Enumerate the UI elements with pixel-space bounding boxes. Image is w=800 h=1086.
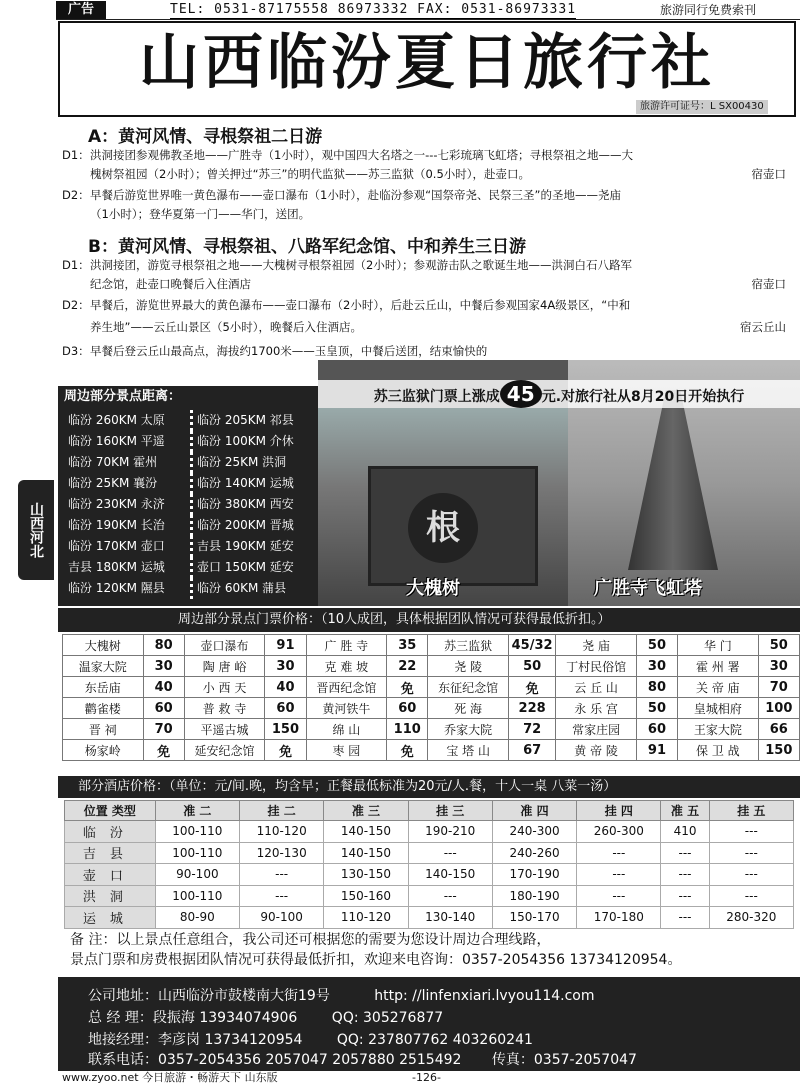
column-header: 准 二 bbox=[155, 801, 239, 821]
hotel-price-title: 部分酒店价格：（单位：元/间.晚，均含早；正餐最低标准为20元/人.餐，十人一桌 八菜一汤） bbox=[58, 776, 800, 798]
table-row bbox=[65, 821, 794, 843]
hotel-price: 140-150 bbox=[408, 864, 492, 886]
root-sign: 根 bbox=[408, 493, 478, 563]
scenic-price-table bbox=[62, 634, 800, 761]
contact-box bbox=[58, 977, 800, 1071]
table-row bbox=[65, 885, 794, 907]
table-row bbox=[63, 635, 800, 656]
hotel-price: 80-90 bbox=[155, 907, 239, 929]
distance-cell: 临汾 120KM 隰县 bbox=[68, 581, 165, 595]
hotel-price: --- bbox=[661, 864, 709, 886]
distance-cell: 临汾 140KM 运城 bbox=[190, 473, 310, 494]
remarks-line: 景点门票和房费根据团队情况可获得最低折扣，欢迎来电咨询：0357-2054356 13734120954。 bbox=[70, 952, 682, 968]
scenic-price: 60 bbox=[636, 719, 677, 740]
scenic-price: 150 bbox=[265, 719, 306, 740]
distance-cell: 临汾 25KM 襄汾 bbox=[68, 476, 158, 490]
hotel-price: 130-140 bbox=[408, 907, 492, 929]
address: 山西临汾市鼓楼南大街19号 bbox=[158, 988, 330, 1004]
license-number: 旅游许可证号：L SX00430 bbox=[636, 100, 768, 114]
hotel-price: --- bbox=[577, 864, 661, 886]
hotel-price: --- bbox=[577, 842, 661, 864]
scenic-price: 50 bbox=[636, 698, 677, 719]
itinerary-line: 早餐后登云丘山最高点，海拔约1700米——玉皇顶，中餐后送团，结束愉快的 bbox=[90, 344, 488, 358]
scenic-name: 永 乐 宫 bbox=[556, 698, 637, 719]
hotel-price: 130-150 bbox=[324, 864, 408, 886]
distance-cell: 临汾 200KM 晋城 bbox=[190, 515, 310, 536]
scenic-price: 60 bbox=[387, 698, 428, 719]
distance-cell: 临汾 380KM 西安 bbox=[190, 494, 310, 515]
scenic-price: 60 bbox=[265, 698, 306, 719]
scenic-price: 60 bbox=[143, 698, 184, 719]
scenic-price: 免 bbox=[508, 677, 555, 698]
free-index-label: 旅游同行免费索刊 bbox=[660, 3, 757, 17]
gm-label: 总 经 理： bbox=[88, 1010, 153, 1026]
column-header: 位置 类型 bbox=[65, 801, 156, 821]
website-link[interactable]: http: //linfenxiari.lvyou114.com bbox=[374, 988, 595, 1004]
scenic-name: 绵 山 bbox=[306, 719, 387, 740]
scenic-name: 云 丘 山 bbox=[556, 677, 637, 698]
hotel-price: --- bbox=[408, 885, 492, 907]
hotel-price: 240-260 bbox=[492, 842, 576, 864]
remarks bbox=[70, 930, 800, 970]
route-a-title: A：黄河风情、寻根祭祖二日游 bbox=[88, 127, 323, 147]
hotel-price: 100-110 bbox=[155, 885, 239, 907]
column-header: 准 五 bbox=[661, 801, 709, 821]
distance-cell: 临汾 190KM 长治 bbox=[68, 518, 165, 532]
hotel-price: 190-210 bbox=[408, 821, 492, 843]
hotel-price: --- bbox=[709, 821, 793, 843]
scenic-name: 温家大院 bbox=[63, 656, 144, 677]
scenic-name: 霍 州 署 bbox=[678, 656, 759, 677]
scenic-price: 50 bbox=[758, 635, 799, 656]
scenic-price: 免 bbox=[143, 740, 184, 761]
hotel-price: --- bbox=[709, 842, 793, 864]
hotel-location: 运城 bbox=[65, 907, 156, 929]
scenic-name: 常家庄园 bbox=[556, 719, 637, 740]
hotel-price: --- bbox=[661, 907, 709, 929]
stay-location: 宿壶口 bbox=[751, 167, 786, 181]
distance-cell: 临汾 60KM 蒲县 bbox=[190, 578, 310, 599]
distance-row bbox=[68, 536, 318, 557]
distance-row bbox=[68, 410, 318, 431]
day-label: D1： bbox=[62, 258, 90, 272]
page-number: -126- bbox=[412, 1071, 441, 1084]
region-tab: 山西河北 bbox=[18, 480, 54, 580]
scenic-price: 45/32 bbox=[508, 635, 555, 656]
scenic-price: 40 bbox=[143, 677, 184, 698]
scenic-price-title: 周边部分景点门票价格：（10人成团，具体根据团队情况可获得最低折扣。） bbox=[58, 608, 800, 632]
scenic-name: 小 西 天 bbox=[184, 677, 265, 698]
scenic-price: 免 bbox=[387, 740, 428, 761]
scenic-name: 关 帝 庙 bbox=[678, 677, 759, 698]
distance-cell: 壶口 150KM 延安 bbox=[190, 557, 310, 578]
hotel-price: 150-160 bbox=[324, 885, 408, 907]
itinerary-line: 槐树祭祖园（2小时）；曾关押过“苏三”的明代监狱——苏三监狱（0.5小时），赴壶口。 bbox=[90, 167, 531, 181]
hotel-price: --- bbox=[239, 864, 323, 886]
scenic-name: 延安纪念馆 bbox=[184, 740, 265, 761]
table-row bbox=[63, 656, 800, 677]
distance-cell: 临汾 230KM 永济 bbox=[68, 497, 165, 511]
table-row bbox=[63, 677, 800, 698]
distance-row bbox=[68, 431, 318, 452]
stay-location: 宿壶口 bbox=[751, 277, 786, 291]
right-photo-caption: 广胜寺飞虹塔 bbox=[594, 578, 702, 599]
hotel-price: 100-110 bbox=[155, 821, 239, 843]
hotel-location: 吉县 bbox=[65, 842, 156, 864]
column-header: 挂 四 bbox=[577, 801, 661, 821]
hotel-price: 170-190 bbox=[492, 864, 576, 886]
hotel-price: 110-120 bbox=[324, 907, 408, 929]
scenic-name: 黄 帝 陵 bbox=[556, 740, 637, 761]
scenic-name: 王家大院 bbox=[678, 719, 759, 740]
hotel-price: --- bbox=[709, 885, 793, 907]
scenic-price: 91 bbox=[636, 740, 677, 761]
scenic-name: 东征纪念馆 bbox=[428, 677, 509, 698]
scenic-price: 30 bbox=[143, 656, 184, 677]
scenic-name: 死 海 bbox=[428, 698, 509, 719]
scenic-price: 72 bbox=[508, 719, 555, 740]
scenic-name: 乔家大院 bbox=[428, 719, 509, 740]
scenic-name: 保 卫 战 bbox=[678, 740, 759, 761]
hotel-location: 临汾 bbox=[65, 821, 156, 843]
scenic-name: 杨家岭 bbox=[63, 740, 144, 761]
table-row bbox=[65, 864, 794, 886]
notice-price: 45 bbox=[500, 380, 542, 408]
table-row bbox=[63, 740, 800, 761]
scenic-name: 尧 庙 bbox=[556, 635, 637, 656]
scenic-price: 30 bbox=[758, 656, 799, 677]
hotel-price: 120-130 bbox=[239, 842, 323, 864]
route-b-title: B：黄河风情、寻根祭祖、八路军纪念馆、中和养生三日游 bbox=[88, 237, 526, 257]
distance-list bbox=[58, 408, 318, 606]
hotel-location: 洪洞 bbox=[65, 885, 156, 907]
distance-cell: 临汾 70KM 霍州 bbox=[68, 455, 158, 469]
distance-cell: 吉县 190KM 延安 bbox=[190, 536, 310, 557]
hotel-price: 90-100 bbox=[155, 864, 239, 886]
hotel-price: --- bbox=[577, 885, 661, 907]
hotel-price: --- bbox=[239, 885, 323, 907]
distance-cell: 临汾 205KM 祁县 bbox=[190, 410, 310, 431]
company-name: 山西临汾夏日旅行社 bbox=[139, 28, 715, 98]
hotel-price: 280-320 bbox=[709, 907, 793, 929]
scenic-price: 66 bbox=[758, 719, 799, 740]
table-row bbox=[65, 842, 794, 864]
route-b-itinerary bbox=[62, 256, 794, 364]
scenic-price: 50 bbox=[636, 635, 677, 656]
local-manager-info: 李彦岗 13734120954 bbox=[158, 1032, 303, 1048]
local-manager-qq: QQ: 237807762 403260241 bbox=[336, 1032, 533, 1048]
hotel-price: 140-150 bbox=[324, 842, 408, 864]
local-manager-label: 地接经理： bbox=[88, 1032, 158, 1048]
phone-label: 联系电话： bbox=[88, 1052, 158, 1068]
scenic-name: 克 难 坡 bbox=[306, 656, 387, 677]
table-row bbox=[63, 698, 800, 719]
hotel-price: 240-300 bbox=[492, 821, 576, 843]
column-header: 挂 三 bbox=[408, 801, 492, 821]
hotel-price: --- bbox=[408, 842, 492, 864]
distance-title: 周边部分景点距离： bbox=[58, 386, 318, 408]
scenic-name: 皇城相府 bbox=[678, 698, 759, 719]
scenic-price: 22 bbox=[387, 656, 428, 677]
hotel-price: 100-110 bbox=[155, 842, 239, 864]
scenic-name: 丁村民俗馆 bbox=[556, 656, 637, 677]
scenic-name: 东岳庙 bbox=[63, 677, 144, 698]
itinerary-line: 纪念馆，赴壶口晚餐后入住酒店 bbox=[90, 277, 251, 291]
hotel-price: 260-300 bbox=[577, 821, 661, 843]
hotel-price: 140-150 bbox=[324, 821, 408, 843]
notice-text: 苏三监狱门票上涨成 bbox=[373, 389, 500, 405]
itinerary-line: 洪洞接团参观佛教圣地——广胜寺（1小时），观中国四大名塔之一---七彩琉璃飞虹塔；寻根祭祖之地——大 bbox=[90, 148, 634, 162]
itinerary-line: 早餐后游览世界唯一黄色瀑布——壶口瀑布（1小时），赴临汾参观“国祭帝尧、民祭三圣”的圣地——尧庙 bbox=[90, 188, 621, 202]
scenic-name: 鹳雀楼 bbox=[63, 698, 144, 719]
hotel-price: 150-170 bbox=[492, 907, 576, 929]
scenic-name: 壶口瀑布 bbox=[184, 635, 265, 656]
scenic-name: 大槐树 bbox=[63, 635, 144, 656]
ad-tag: 广告 bbox=[56, 1, 106, 19]
scenic-price: 67 bbox=[508, 740, 555, 761]
distance-row bbox=[68, 452, 318, 473]
footer bbox=[62, 1070, 800, 1086]
scenic-price: 100 bbox=[758, 698, 799, 719]
distance-cell: 临汾 260KM 太原 bbox=[68, 413, 165, 427]
scenic-price: 40 bbox=[265, 677, 306, 698]
table-row bbox=[65, 907, 794, 929]
hotel-price: --- bbox=[661, 842, 709, 864]
scenic-name: 苏三监狱 bbox=[428, 635, 509, 656]
scenic-price: 150 bbox=[758, 740, 799, 761]
column-header: 准 三 bbox=[324, 801, 408, 821]
footer-site: www.zyoo.net 今日旅游・畅游天下 山东版 bbox=[62, 1071, 278, 1084]
scenic-price: 免 bbox=[265, 740, 306, 761]
hotel-price: 180-190 bbox=[492, 885, 576, 907]
hotel-price: --- bbox=[661, 885, 709, 907]
scenic-name: 华 门 bbox=[678, 635, 759, 656]
fax-number: 传真：0357-2057047 bbox=[491, 1052, 637, 1068]
stay-location: 宿云丘山 bbox=[740, 320, 786, 334]
column-header: 挂 五 bbox=[709, 801, 793, 821]
hotel-price: 90-100 bbox=[239, 907, 323, 929]
column-header: 挂 二 bbox=[239, 801, 323, 821]
day-label: D1： bbox=[62, 148, 90, 162]
distance-row bbox=[68, 515, 318, 536]
scenic-name: 枣 园 bbox=[306, 740, 387, 761]
scenic-price: 80 bbox=[636, 677, 677, 698]
hotel-price-table bbox=[64, 800, 794, 929]
scenic-price: 30 bbox=[636, 656, 677, 677]
address-label: 公司地址： bbox=[88, 988, 158, 1004]
scenic-price: 110 bbox=[387, 719, 428, 740]
distance-cell: 临汾 100KM 介休 bbox=[190, 431, 310, 452]
route-a-itinerary bbox=[62, 146, 794, 230]
scenic-price: 70 bbox=[143, 719, 184, 740]
distance-row bbox=[68, 578, 318, 599]
distance-row bbox=[68, 494, 318, 515]
scenic-price: 70 bbox=[758, 677, 799, 698]
hotel-price: 170-180 bbox=[577, 907, 661, 929]
scenic-name: 普 救 寺 bbox=[184, 698, 265, 719]
hotel-price: --- bbox=[709, 864, 793, 886]
notice-text: 元.对旅行社从8月20日开始执行 bbox=[541, 389, 745, 405]
itinerary-line: 早餐后，游览世界最大的黄色瀑布——壶口瀑布（2小时），后赴云丘山，中餐后参观国家4A级景区，“中和 bbox=[90, 298, 631, 312]
remarks-line: 备 注：以上景点任意组合，我公司还可根据您的需要为您设计周边合理线路， bbox=[70, 932, 551, 948]
scenic-price: 91 bbox=[265, 635, 306, 656]
scenic-name: 晋西纪念馆 bbox=[306, 677, 387, 698]
tel-fax-line: TEL: 0531-87175558 86973332 FAX: 0531-86973331 bbox=[170, 2, 577, 17]
phone-numbers: 0357-2054356 2057047 2057880 2515492 bbox=[158, 1052, 462, 1068]
hotel-price: 410 bbox=[661, 821, 709, 843]
gm-info: 段振海 13934074906 bbox=[152, 1010, 298, 1026]
day-label: D2： bbox=[62, 298, 90, 312]
left-photo-caption: 大槐树 bbox=[406, 578, 460, 599]
scenic-price: 免 bbox=[387, 677, 428, 698]
scenic-price: 30 bbox=[265, 656, 306, 677]
scenic-price: 228 bbox=[508, 698, 555, 719]
distance-cell: 临汾 170KM 壶口 bbox=[68, 539, 165, 553]
scenic-price: 35 bbox=[387, 635, 428, 656]
ticket-price-notice bbox=[318, 380, 800, 408]
itinerary-line: 养生地”——云丘山景区（5小时），晚餐后入住酒店。 bbox=[90, 320, 363, 334]
scenic-name: 宝 塔 山 bbox=[428, 740, 509, 761]
distance-cell: 吉县 180KM 运城 bbox=[68, 560, 165, 574]
distance-cell: 临汾 25KM 洪洞 bbox=[190, 452, 310, 473]
scenic-name: 陶 唐 峪 bbox=[184, 656, 265, 677]
distance-row bbox=[68, 557, 318, 578]
day-label: D2： bbox=[62, 188, 90, 202]
scenic-name: 广 胜 寺 bbox=[306, 635, 387, 656]
hotel-price: 110-120 bbox=[239, 821, 323, 843]
itinerary-line: （1小时）；登华夏第一门——华门，送团。 bbox=[90, 207, 311, 221]
day-label: D3： bbox=[62, 344, 90, 358]
itinerary-line: 洪洞接团，游览寻根祭祖之地——大槐树寻根祭祖园（2小时）；参观游击队之歌诞生地——洪洞白石八路军 bbox=[90, 258, 633, 272]
distance-cell: 临汾 160KM 平遥 bbox=[68, 434, 165, 448]
scenic-name: 黄河铁牛 bbox=[306, 698, 387, 719]
scenic-name: 平遥古城 bbox=[184, 719, 265, 740]
scenic-name: 晋 祠 bbox=[63, 719, 144, 740]
gm-qq: QQ: 305276877 bbox=[331, 1010, 444, 1026]
distance-row bbox=[68, 473, 318, 494]
column-header: 准 四 bbox=[492, 801, 576, 821]
scenic-price: 50 bbox=[508, 656, 555, 677]
hotel-location: 壶口 bbox=[65, 864, 156, 886]
table-row bbox=[63, 719, 800, 740]
scenic-name: 尧 陵 bbox=[428, 656, 509, 677]
scenic-price: 80 bbox=[143, 635, 184, 656]
